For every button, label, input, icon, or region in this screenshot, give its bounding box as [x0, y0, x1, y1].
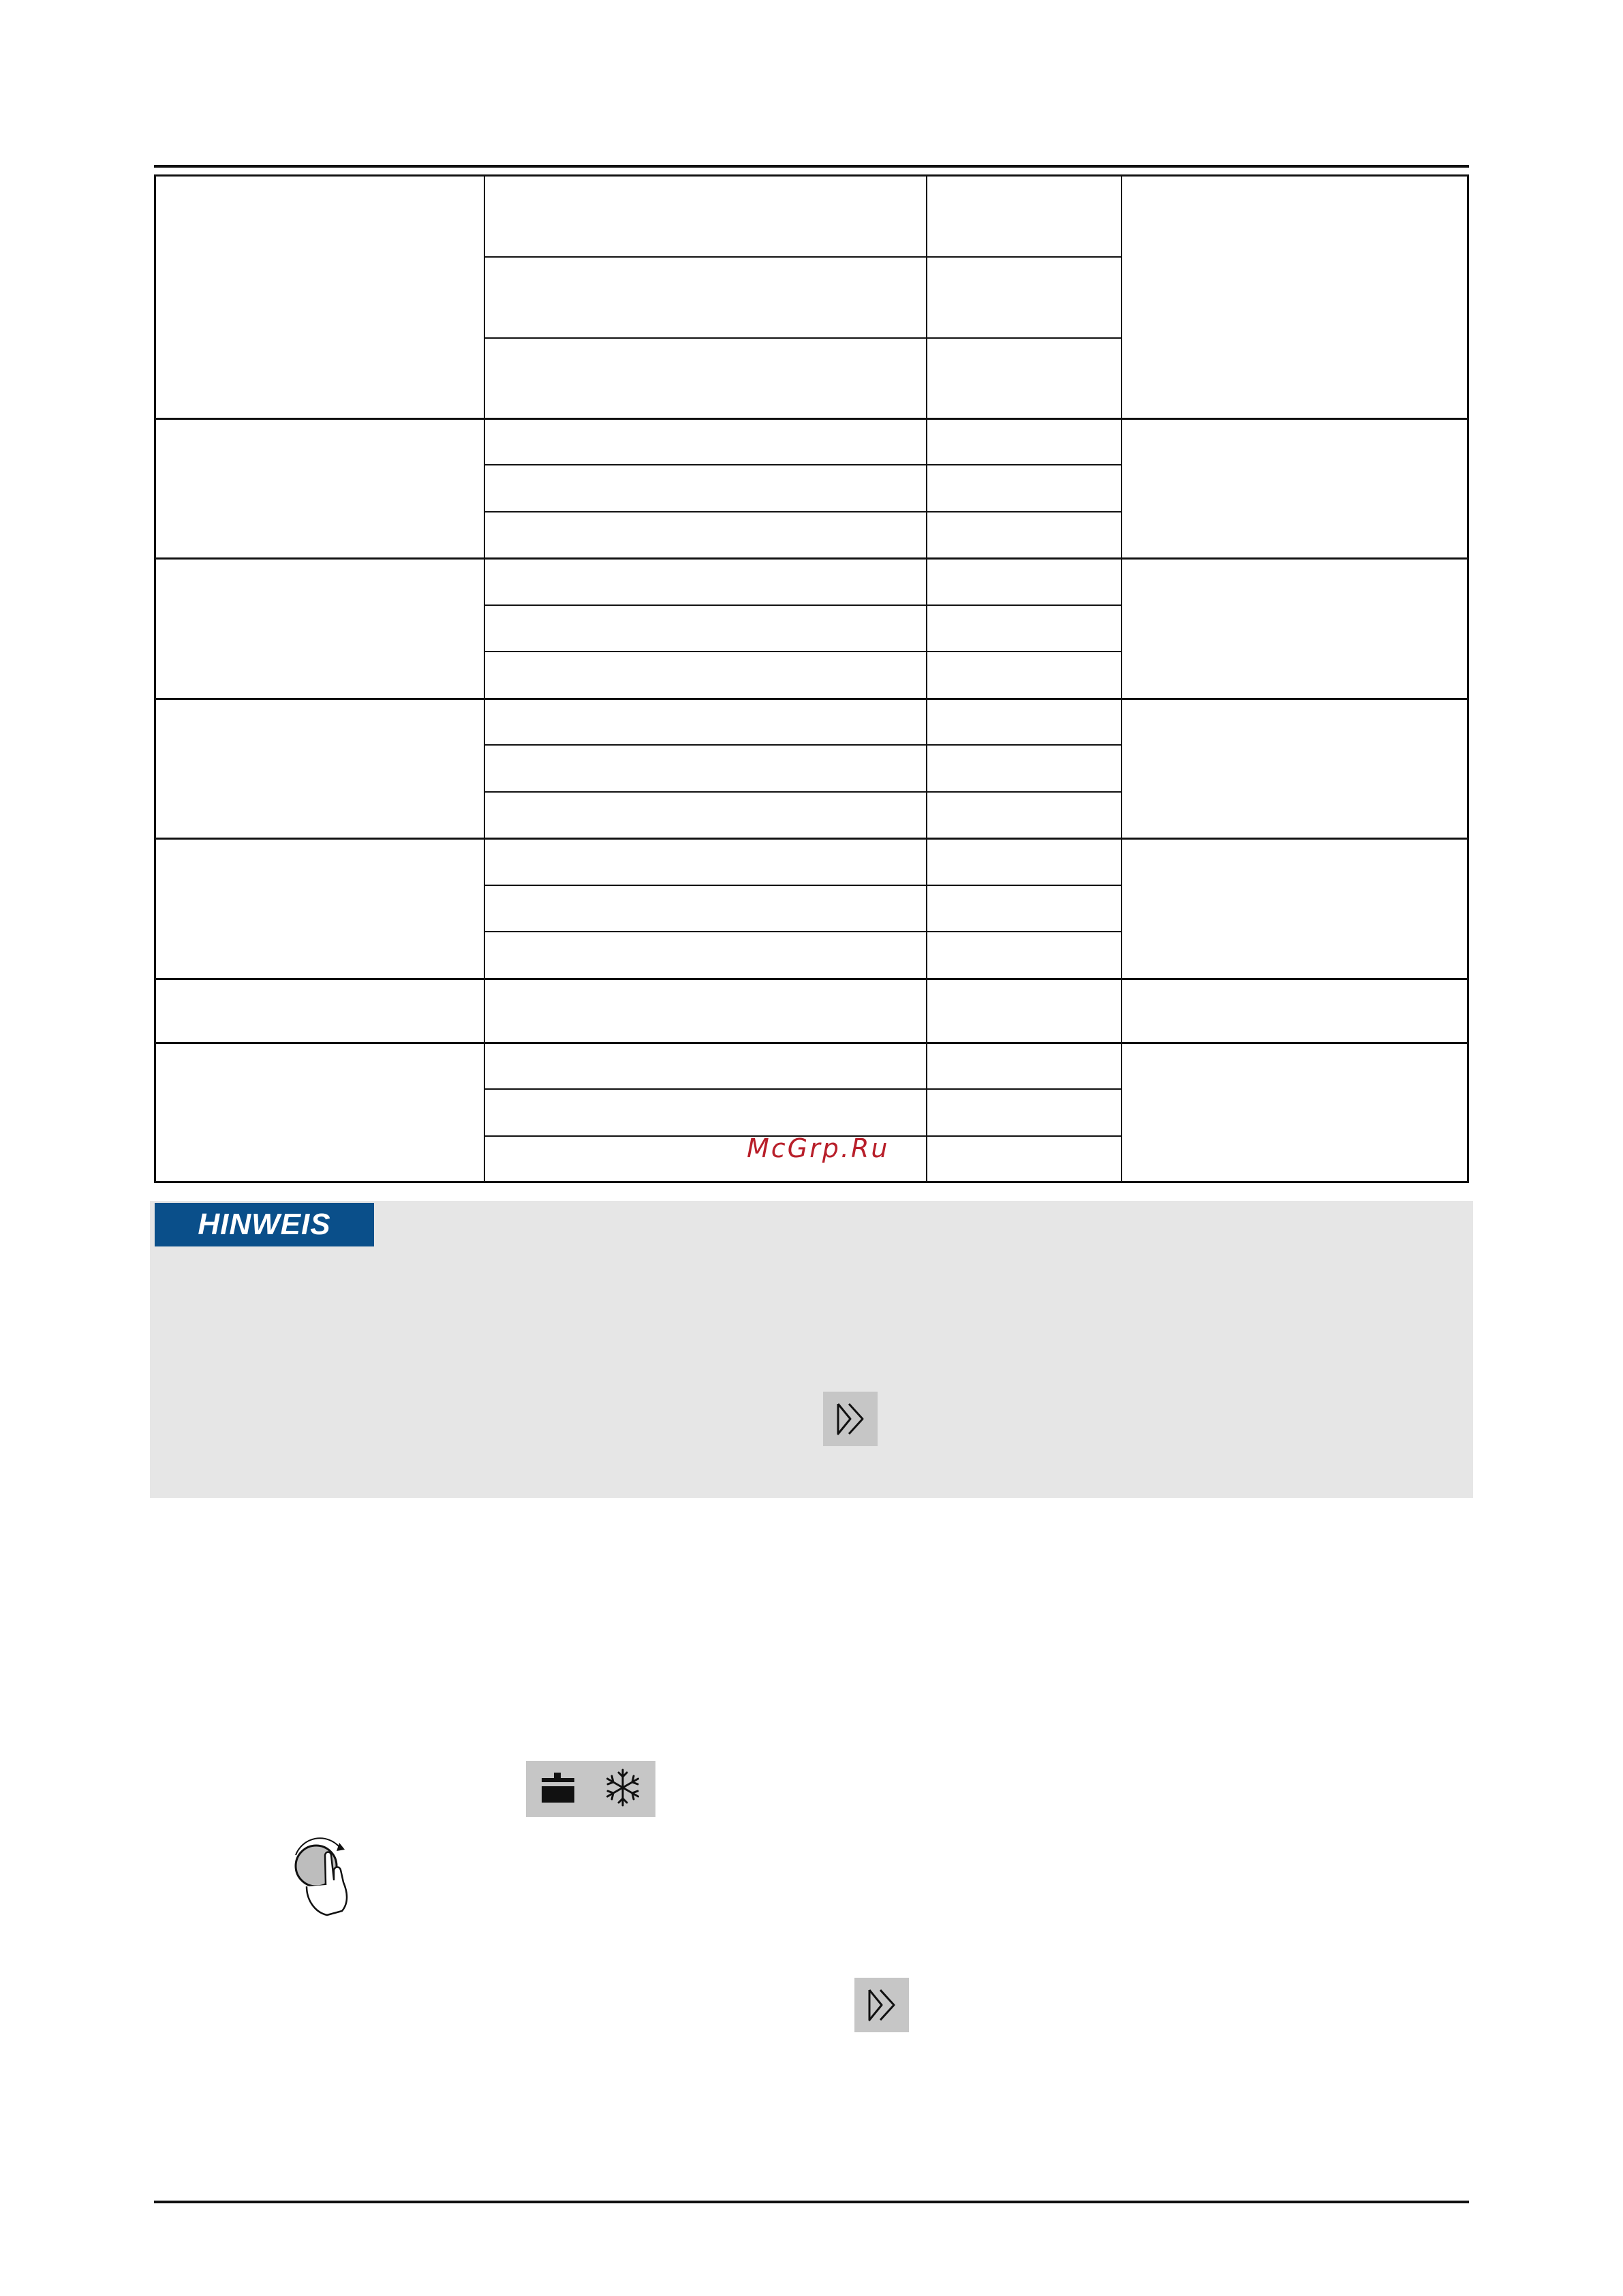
watermark: McGrp.Ru [747, 1133, 890, 1163]
top-rule [154, 165, 1469, 168]
mode-icons [526, 1761, 655, 1817]
table-group-divider [156, 557, 1467, 560]
table-row-divider [484, 791, 1122, 793]
table-row-divider [484, 1088, 1122, 1090]
table-group-divider [156, 838, 1467, 840]
snowflake-icon [602, 1767, 643, 1811]
table-group-divider [156, 418, 1467, 420]
table-row-divider [484, 337, 1122, 339]
table-row-divider [484, 744, 1122, 746]
table-column-divider [1121, 177, 1122, 1181]
table-column-divider [484, 177, 485, 1181]
table-column-divider [926, 177, 927, 1181]
table-row-divider [484, 651, 1122, 652]
table-row-divider [484, 511, 1122, 512]
table-row-divider [484, 464, 1122, 465]
table-row-divider [484, 931, 1122, 932]
table-group-divider [156, 698, 1467, 700]
rotary-knob-hand-icon [286, 1835, 354, 1919]
bottom-rule [154, 2201, 1469, 2203]
table-row-divider [484, 885, 1122, 886]
note-badge: HINWEIS [155, 1203, 374, 1246]
tap-mode-icon [539, 1769, 577, 1810]
spec-table [154, 174, 1469, 1183]
table-row-divider [484, 256, 1122, 258]
note-box [150, 1201, 1473, 1498]
double-chevron-right-icon [854, 1978, 909, 2032]
table-group-divider [156, 978, 1467, 980]
table-row-divider [484, 604, 1122, 606]
double-chevron-right-icon [823, 1392, 878, 1446]
table-group-divider [156, 1042, 1467, 1044]
